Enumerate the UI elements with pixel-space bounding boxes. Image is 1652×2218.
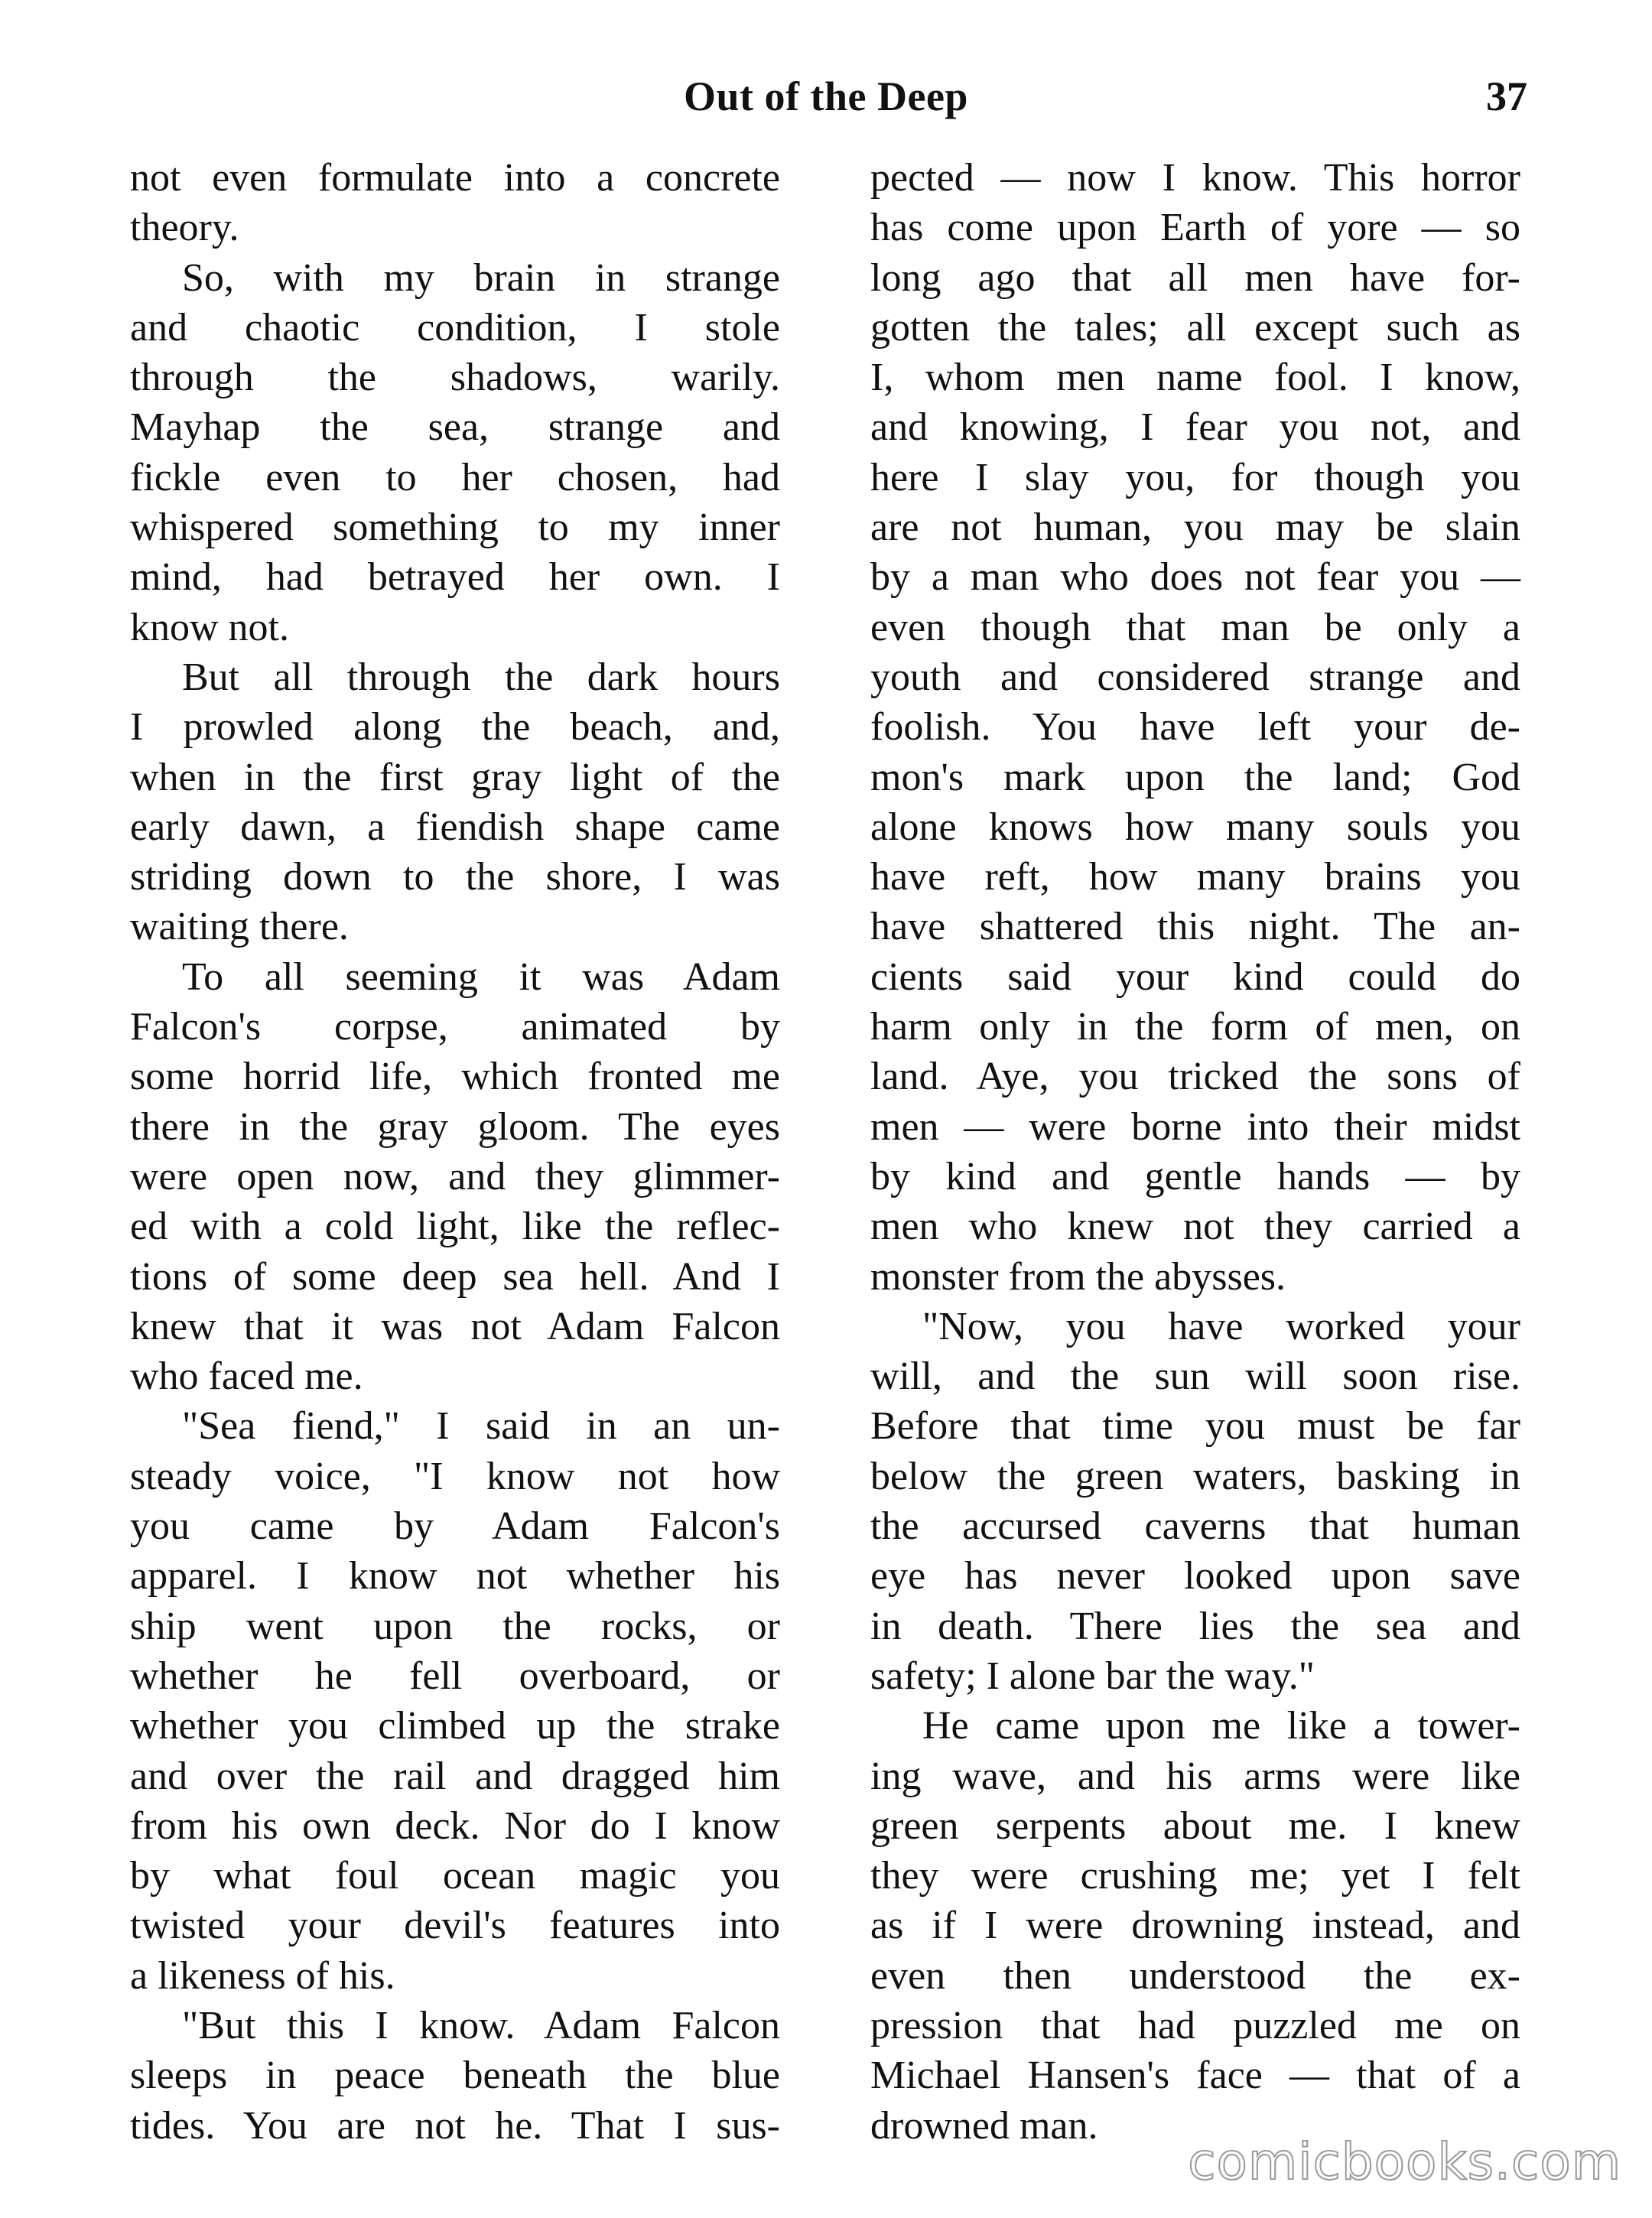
text-line: But all through the dark hours bbox=[182, 655, 780, 699]
text-line: drowned man. bbox=[870, 2103, 1098, 2148]
text-line: To all seeming it was Adam bbox=[182, 955, 780, 999]
text-line: whispered something to my inner bbox=[130, 506, 780, 550]
text-line: foolish. You have left your de- bbox=[870, 705, 1520, 750]
text-line: and chaotic condition, I stole bbox=[130, 305, 780, 350]
text-line: not even formulate into a concrete bbox=[130, 156, 780, 200]
text-line: long ago that all men have for- bbox=[870, 255, 1520, 300]
text-line: a likeness of his. bbox=[130, 1953, 395, 1998]
text-line: by kind and gentle hands — by bbox=[870, 1154, 1520, 1198]
text-line: who faced me. bbox=[130, 1355, 363, 1399]
text-line: through the shadows, warily. bbox=[130, 356, 780, 400]
text-line: I prowled along the beach, and, bbox=[130, 705, 780, 750]
text-line: ed with a cold light, like the reflec- bbox=[130, 1205, 780, 1249]
text-line: twisted your devil's features into bbox=[130, 1904, 780, 1948]
text-line: monster from the abysses. bbox=[870, 1254, 1286, 1299]
running-title: Out of the Deep bbox=[684, 73, 968, 119]
text-line: theory. bbox=[130, 206, 239, 250]
text-line: I, whom men name fool. I know, bbox=[870, 356, 1520, 400]
text-line: when in the first gray light of the bbox=[130, 755, 780, 799]
text-line: were open now, and they glimmer- bbox=[130, 1154, 780, 1198]
text-line: steady voice, "I know not how bbox=[130, 1454, 780, 1498]
text-line: So, with my brain in strange bbox=[182, 255, 780, 300]
text-line: and knowing, I fear you not, and bbox=[870, 405, 1520, 450]
text-line: harm only in the form of men, on bbox=[870, 1005, 1520, 1049]
text-line: and over the rail and dragged him bbox=[130, 1754, 780, 1798]
text-line: gotten the tales; all except such as bbox=[870, 305, 1520, 350]
text-line: you came by Adam Falcon's bbox=[130, 1504, 780, 1549]
text-line: "But this I know. Adam Falcon bbox=[182, 2003, 780, 2047]
text-line: from his own deck. Nor do I know bbox=[130, 1803, 780, 1848]
text-line: even though that man be only a bbox=[870, 605, 1520, 649]
text-line: fickle even to her chosen, had bbox=[130, 455, 780, 499]
text-line: safety; I alone bar the way." bbox=[870, 1654, 1315, 1698]
text-line: apparel. I know not whether his bbox=[130, 1554, 780, 1598]
text-line: Michael Hansen's face — that of a bbox=[870, 2054, 1520, 2098]
text-line: striding down to the shore, I was bbox=[130, 855, 780, 899]
text-line: in death. There lies the sea and bbox=[870, 1604, 1520, 1648]
text-line: eye has never looked upon save bbox=[870, 1554, 1520, 1598]
text-line: tides. You are not he. That I sus- bbox=[130, 2103, 780, 2148]
text-line: the accursed caverns that human bbox=[870, 1504, 1520, 1549]
text-line: "Now, you have worked your bbox=[922, 1304, 1520, 1348]
text-line: Before that time you must be far bbox=[870, 1404, 1520, 1449]
text-line: green serpents about me. I knew bbox=[870, 1803, 1520, 1848]
text-line: youth and considered strange and bbox=[870, 655, 1520, 699]
right-text-column bbox=[870, 153, 1520, 2151]
text-line: knew that it was not Adam Falcon bbox=[130, 1304, 780, 1348]
text-line: by a man who does not fear you — bbox=[870, 555, 1520, 600]
text-line: mon's mark upon the land; God bbox=[870, 755, 1520, 799]
text-line: some horrid life, which fronted me bbox=[130, 1055, 780, 1099]
text-line: alone knows how many souls you bbox=[870, 805, 1520, 849]
page-number: 37 bbox=[1486, 73, 1527, 119]
text-line: here I slay you, for though you bbox=[870, 455, 1520, 499]
page-header bbox=[0, 73, 1652, 141]
text-line: as if I were drowning instead, and bbox=[870, 1904, 1520, 1948]
watermark-text: comicbooks.com bbox=[1188, 2132, 1621, 2191]
text-line: He came upon me like a tower- bbox=[922, 1704, 1520, 1748]
text-line: there in the gray gloom. The eyes bbox=[130, 1104, 780, 1149]
text-line: pression that had puzzled me on bbox=[870, 2003, 1520, 2047]
text-line: whether he fell overboard, or bbox=[130, 1654, 780, 1698]
text-line: below the green waters, basking in bbox=[870, 1454, 1520, 1498]
text-line: Falcon's corpse, animated by bbox=[130, 1005, 780, 1049]
text-line: men — were borne into their midst bbox=[870, 1104, 1520, 1149]
text-line: even then understood the ex- bbox=[870, 1953, 1520, 1998]
left-text-column bbox=[130, 153, 780, 2151]
text-line: whether you climbed up the strake bbox=[130, 1704, 780, 1748]
text-line: has come upon Earth of yore — so bbox=[870, 206, 1520, 250]
text-line: know not. bbox=[130, 605, 289, 649]
text-line: land. Aye, you tricked the sons of bbox=[870, 1055, 1520, 1099]
text-line: pected — now I know. This horror bbox=[870, 156, 1520, 200]
text-line: by what foul ocean magic you bbox=[130, 1854, 780, 1898]
text-line: cients said your kind could do bbox=[870, 955, 1520, 999]
text-line: ing wave, and his arms were like bbox=[870, 1754, 1520, 1798]
text-line: men who knew not they carried a bbox=[870, 1205, 1520, 1249]
text-line: early dawn, a fiendish shape came bbox=[130, 805, 780, 849]
text-line: "Sea fiend," I said in an un- bbox=[182, 1404, 780, 1449]
text-line: Mayhap the sea, strange and bbox=[130, 405, 780, 450]
text-line: sleeps in peace beneath the blue bbox=[130, 2054, 780, 2098]
text-line: ship went upon the rocks, or bbox=[130, 1604, 780, 1648]
text-line: will, and the sun will soon rise. bbox=[870, 1355, 1520, 1399]
text-line: mind, had betrayed her own. I bbox=[130, 555, 780, 600]
text-line: are not human, you may be slain bbox=[870, 506, 1520, 550]
text-line: waiting there. bbox=[130, 905, 349, 949]
text-line: they were crushing me; yet I felt bbox=[870, 1854, 1520, 1898]
text-line: have reft, how many brains you bbox=[870, 855, 1520, 899]
text-line: tions of some deep sea hell. And I bbox=[130, 1254, 780, 1299]
text-line: have shattered this night. The an- bbox=[870, 905, 1520, 949]
